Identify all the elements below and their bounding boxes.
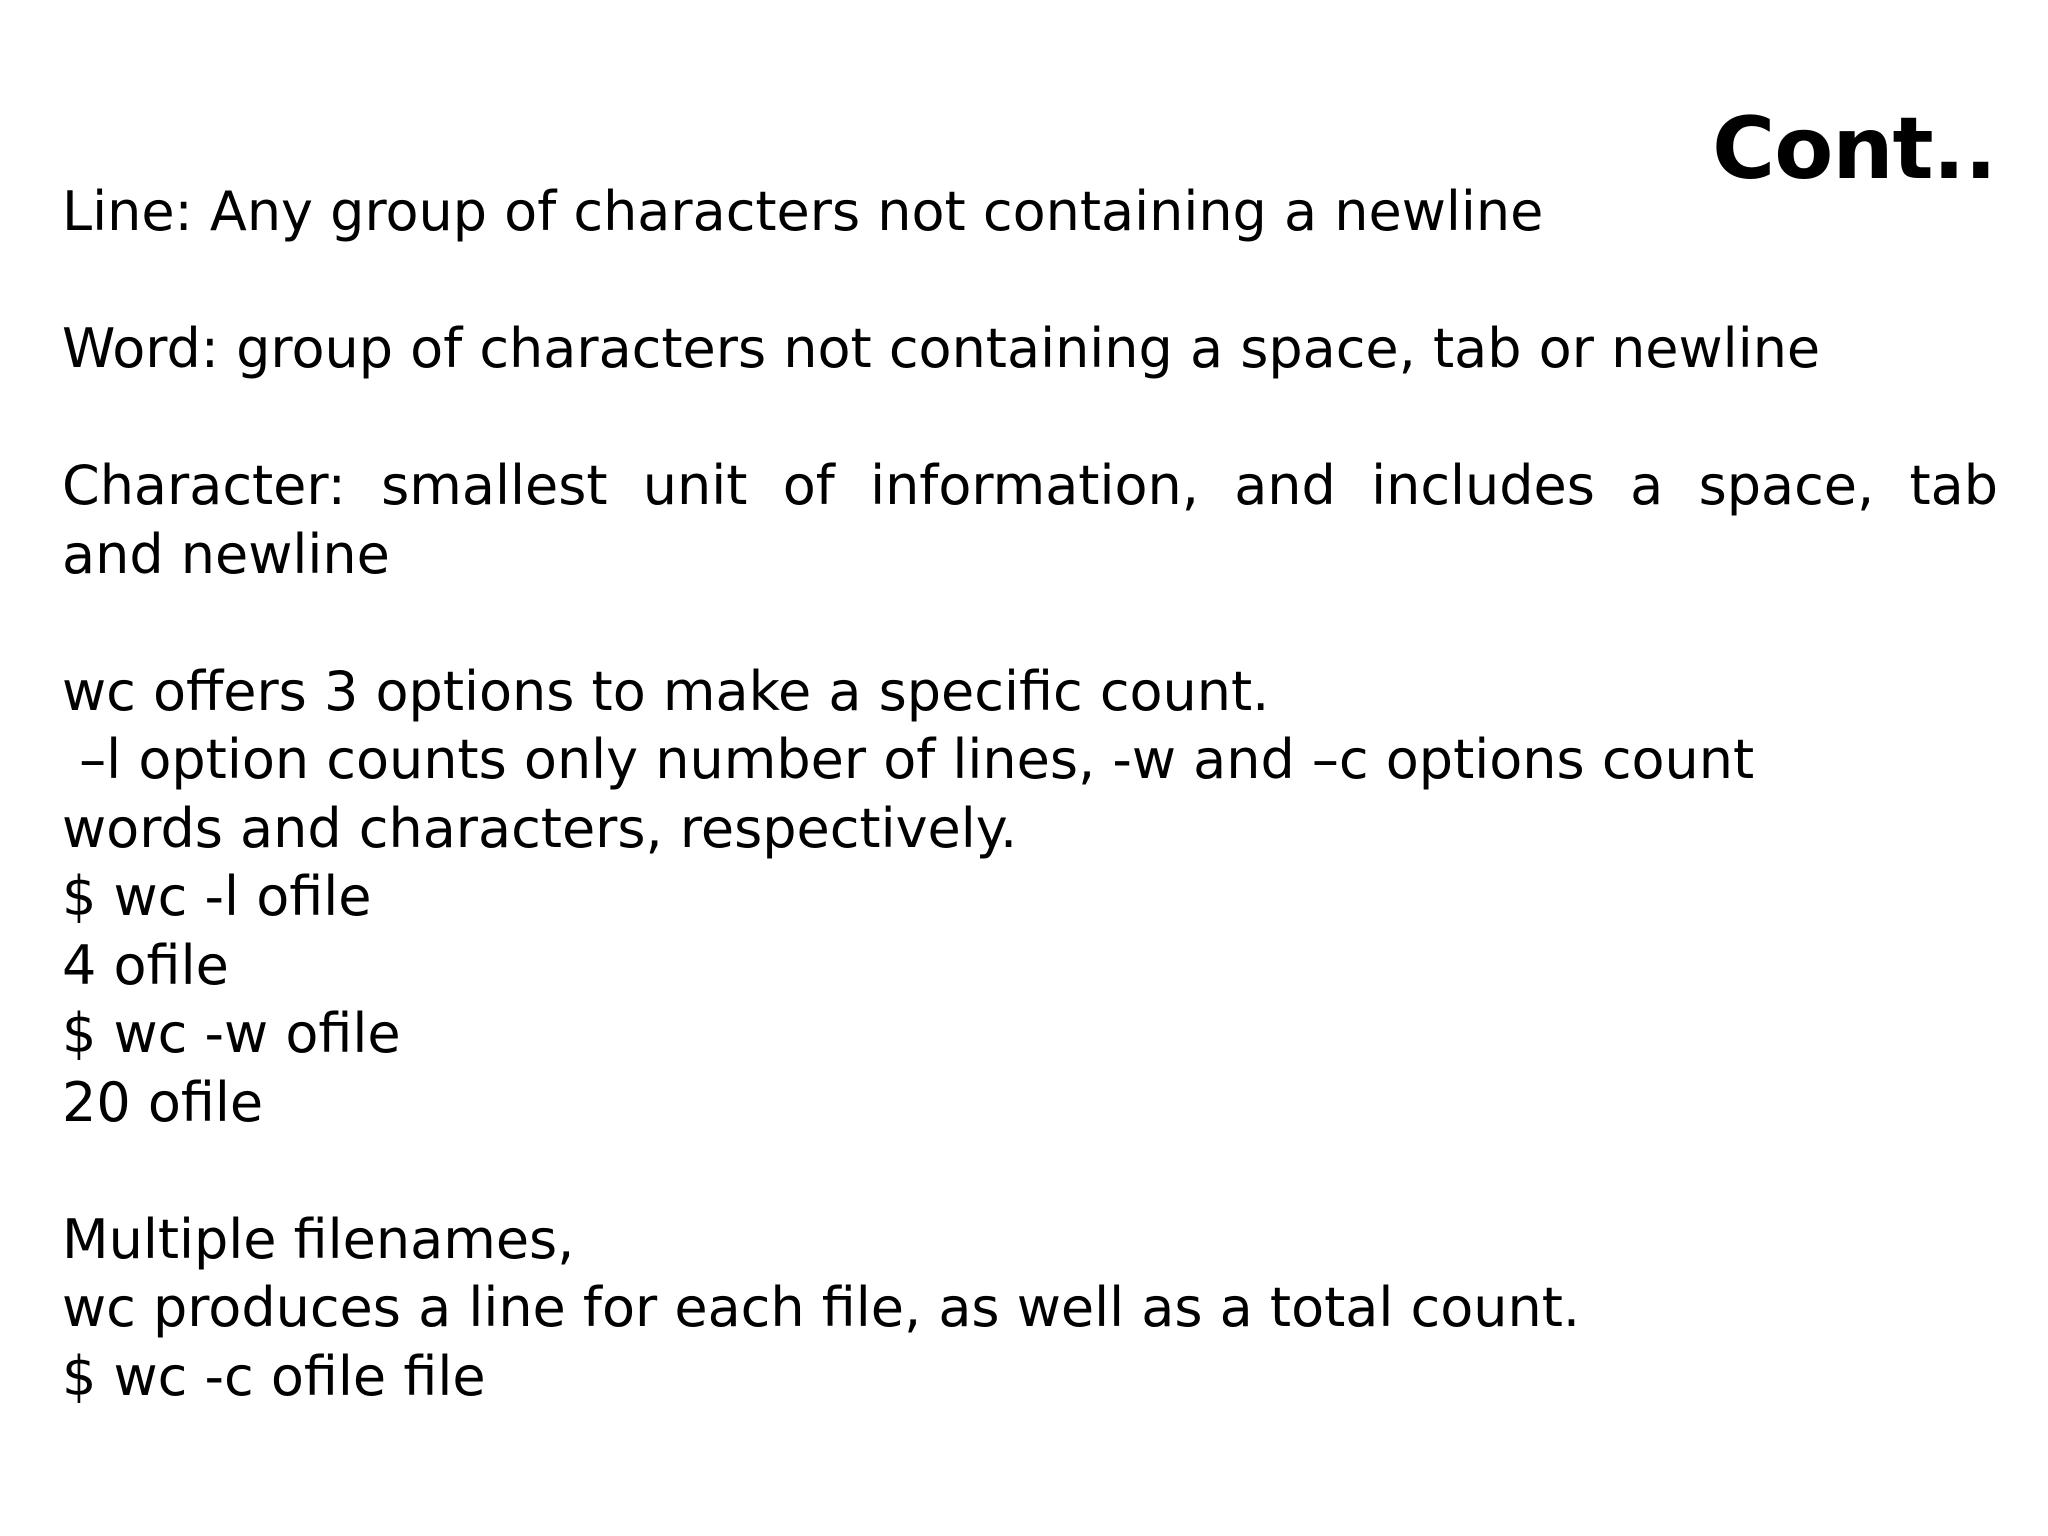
spacer	[62, 1137, 1998, 1206]
command-output: 20 ofile	[62, 1070, 264, 1134]
command-output: 4 ofile	[62, 933, 229, 997]
multiple-filenames-heading: Multiple filenames,	[62, 1207, 575, 1271]
wc-options-intro: wc offers 3 options to make a specific count.	[62, 659, 1270, 723]
wc-options-detail-line-2: words and characters, respectively.	[62, 796, 1018, 860]
spacer	[62, 247, 1998, 316]
command-line: $ wc -c ofile file	[62, 1344, 486, 1408]
spacer	[62, 384, 1998, 453]
multiple-filenames-detail: wc produces a line for each file, as well as a total count.	[62, 1276, 1581, 1339]
slide-body	[62, 178, 1998, 1411]
word-definition: Word: group of characters not containing a space, tab or newline	[62, 317, 1821, 380]
line-definition: Line: Any group of characters not containing a newline	[62, 180, 1544, 243]
wc-options-detail-line-1: –l option counts only number of lines, -w and –c options count	[62, 728, 1755, 791]
command-line: $ wc -w ofile	[62, 1002, 401, 1065]
character-definition-line-2: and newline	[62, 522, 390, 586]
command-line: $ wc -l ofile	[62, 865, 372, 928]
character-definition-line-1: Character: smallest unit of information, and includes a space, tab	[62, 454, 1998, 517]
slide-title: Cont..	[1712, 99, 1996, 199]
spacer	[62, 589, 1998, 658]
